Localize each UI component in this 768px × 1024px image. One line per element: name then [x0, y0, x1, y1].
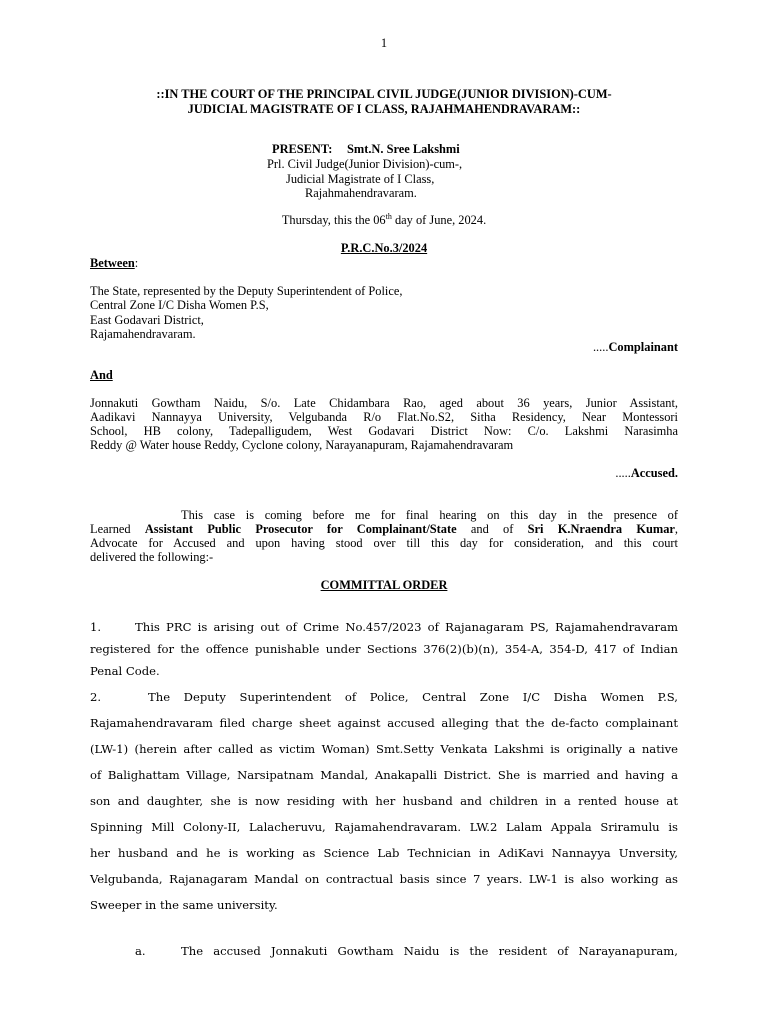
para-2-line: Spinning Mill Colony-II, Lalacheruvu, Rajamahendravaram. LW.2 Lalam Appala Sriramulu is — [90, 820, 678, 834]
date-text-before: Thursday, this the 06 — [281, 213, 386, 227]
complainant-address-line: The State, represented by the Deputy Superintendent of Police, — [90, 284, 403, 298]
complainant-address-line: East Godavari District, — [90, 313, 204, 327]
complainant-role — [593, 340, 678, 355]
para-a-number: a. — [135, 944, 146, 958]
accused-dots: ..... — [615, 466, 631, 480]
complainant-address-line: Central Zone I/C Disha Women P.S, — [90, 298, 269, 312]
judge-designation-line-3: Rajahmahendravaram. — [305, 186, 417, 200]
between-label: Between — [90, 256, 135, 270]
para-1-line: This PRC is arising out of Crime No.457/2023 of Rajanagaram PS, Rajamahendravaram — [135, 620, 678, 634]
date-text-after: day of June, 2024. — [391, 213, 487, 227]
hearing-text: Learned — [90, 522, 145, 536]
advocate-name: Sri K.Nraendra Kumar — [527, 522, 675, 536]
para-2-line: Sweeper in the same university. — [90, 898, 278, 912]
order-date — [0, 213, 768, 228]
para-2-line: (LW-1) (herein after called as victim Woman) Smt.Setty Venkata Lakshmi is originally a native — [90, 742, 678, 756]
para-1-number: 1. — [90, 620, 102, 634]
para-2-line: of Balighattam Village, Narsipatnam Mandal, Anakapalli District. She is married and having a — [90, 768, 678, 782]
para-2-line: her husband and he is working as Science Lab Technician in AdiKavi Nannayya Unversity, — [90, 846, 678, 860]
complainant-label: Complainant — [608, 340, 678, 354]
date-superscript: th — [385, 212, 392, 221]
para-1-line: Penal Code. — [90, 664, 160, 678]
page-number: 1 — [380, 36, 388, 50]
para-2-number: 2. — [90, 690, 102, 704]
para-2-line: Rajamahendravaram filed charge sheet against accused alleging that the de-facto complainant — [90, 716, 678, 730]
accused-details-line: Jonnakuti Gowtham Naidu, S/o. Late Chidambara Rao, aged about 36 years, Junior Assistant, — [90, 396, 678, 410]
judge-name: Smt.N. Sree Lakshmi — [347, 142, 460, 156]
hearing-line-3: Advocate for Accused and upon having stood over till this day for consideration, and this court — [90, 536, 678, 550]
para-a-line: The accused Jonnakuti Gowtham Naidu is the resident of Narayanapuram, — [181, 944, 678, 958]
accused-details-line: School, HB colony, Tadepalligudem, West Godavari District Now: C/o. Lakshmi Narasimha — [90, 424, 678, 438]
judge-designation-line-1: Prl. Civil Judge(Junior Division)-cum-, — [267, 157, 463, 171]
hearing-line-2 — [90, 522, 678, 537]
hearing-text: and of — [456, 522, 528, 536]
accused-label: Accused. — [630, 466, 678, 480]
and-heading: And — [90, 368, 113, 382]
prosecutor-label: Assistant Public Prosecutor for Complainant/State — [144, 522, 457, 536]
present-label: PRESENT: — [272, 142, 333, 156]
para-2-line: Velgubanda, Rajanagaram Mandal on contractual basis since 7 years. LW-1 is also working as — [90, 872, 678, 886]
between-heading — [90, 256, 138, 271]
case-number: P.R.C.No.3/2024 — [340, 241, 428, 255]
committal-order-heading: COMMITTAL ORDER — [320, 578, 448, 592]
between-colon: : — [134, 256, 139, 270]
hearing-line-4: delivered the following:- — [90, 550, 214, 564]
hearing-line-1: This case is coming before me for final hearing on this day in the presence of — [181, 508, 678, 522]
court-title-line-2: JUDICIAL MAGISTRATE OF I CLASS, RAJAHMAHENDRAVARAM:: — [187, 102, 581, 116]
accused-details-line: Aadikavi Nannayya University, Velgubanda R/o Flat.No.S2, Sitha Residency, Near Montessori — [90, 410, 678, 424]
hearing-text: , — [674, 522, 679, 536]
para-2-line: son and daughter, she is now residing with her husband and children in a rented house at — [90, 794, 678, 808]
accused-role — [615, 466, 678, 481]
para-2-line: The Deputy Superintendent of Police, Central Zone I/C Disha Women P.S, — [148, 690, 678, 704]
complainant-dots: ..... — [592, 340, 609, 354]
court-title-line-1: ::IN THE COURT OF THE PRINCIPAL CIVIL JUDGE(JUNIOR DIVISION)-CUM- — [156, 87, 612, 101]
para-1-line: registered for the offence punishable under Sections 376(2)(b)(n), 354-A, 354-D, 417 of Indian — [90, 642, 678, 656]
judge-designation-line-2: Judicial Magistrate of I Class, — [286, 172, 435, 186]
accused-details-line: Reddy @ Water house Reddy, Cyclone colony, Narayanapuram, Rajamahendravaram — [90, 438, 514, 452]
complainant-address-line: Rajamahendravaram. — [90, 327, 196, 341]
